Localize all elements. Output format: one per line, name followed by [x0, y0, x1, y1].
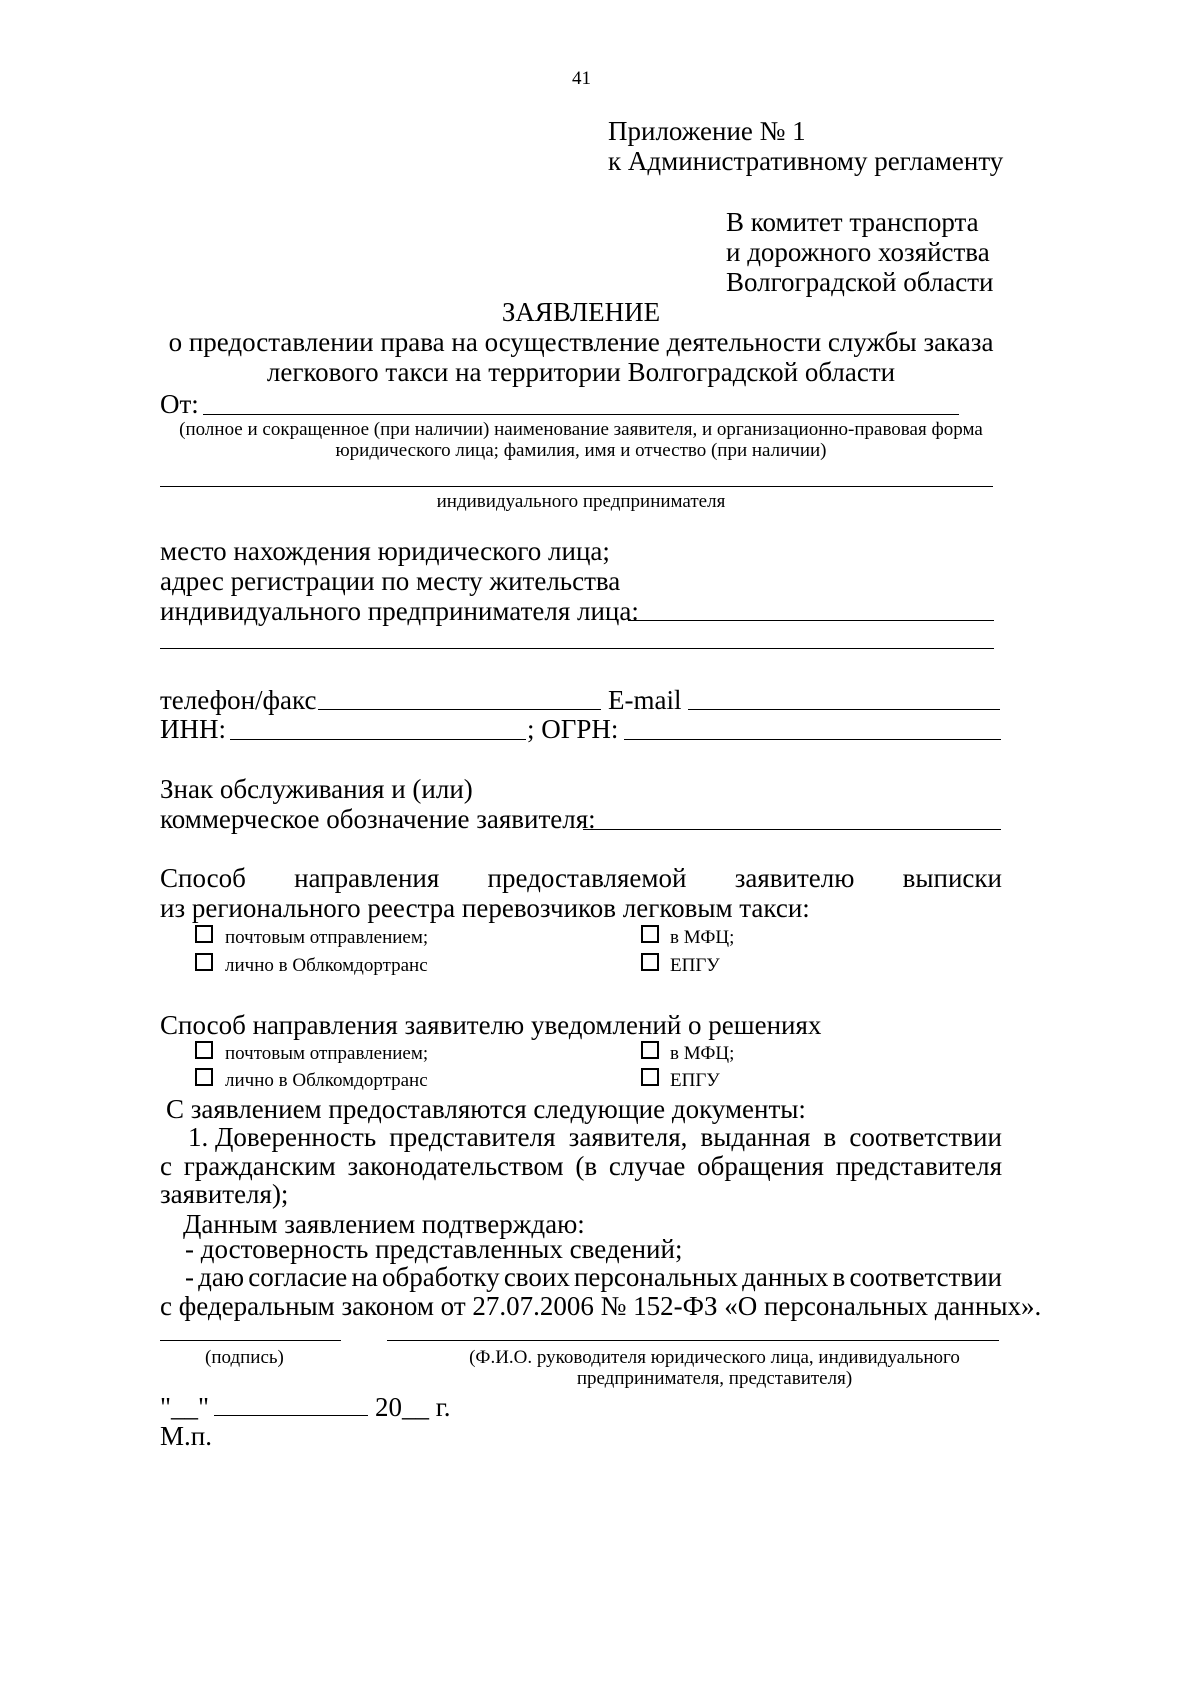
confirm-word: соответствии [849, 1262, 1002, 1292]
name-label-line2: предпринимателя, представителя) [576, 1368, 853, 1389]
extract-method-line2: из регионального реестра перевозчиков легковым такси: [160, 893, 810, 923]
address-line2: адрес регистрации по месту жительства [160, 566, 621, 596]
email-underline[interactable] [688, 709, 1000, 710]
notify-epgu-label: ЕПГУ [670, 1070, 720, 1091]
notify-method-title: Способ направления заявителю уведомлений о решениях [160, 1010, 822, 1040]
extract-epgu-label: ЕПГУ [670, 955, 720, 976]
extract-word: направления [294, 863, 440, 893]
documents-item1-line3: заявителя); [160, 1179, 289, 1209]
addressee-line2: и дорожного хозяйства [726, 237, 990, 267]
doc-word: заявителя, [568, 1122, 688, 1152]
confirm-word: персональных [573, 1262, 738, 1292]
notify-mfc-label: в МФЦ; [670, 1043, 735, 1064]
extract-personal-checkbox[interactable] [195, 953, 213, 971]
addressee-line1: В комитет транспорта [726, 207, 979, 237]
notify-mfc-checkbox[interactable] [641, 1041, 659, 1059]
name-label-line1: (Ф.И.О. руководителя юридического лица, индивидуального [469, 1347, 960, 1368]
confirm-word: - [185, 1262, 194, 1292]
doc-word: гражданским [183, 1151, 336, 1181]
inn-underline[interactable] [230, 739, 526, 740]
phone-underline[interactable] [318, 709, 601, 710]
confirm-word: своих [503, 1262, 570, 1292]
confirm-item2-line1 [185, 1262, 1002, 1292]
doc-word: обращения [697, 1151, 824, 1181]
confirm-item1: - достоверность представленных сведений; [185, 1234, 683, 1264]
from-hint-line1: (полное и сокращенное (при наличии) наименование заявителя, и организационно-правовая форма [179, 419, 983, 440]
address-line1: место нахождения юридического лица; [160, 536, 610, 566]
address-underline[interactable] [628, 620, 994, 621]
confirm-word: даю [198, 1262, 245, 1292]
page-number: 41 [572, 68, 591, 89]
document-subtitle-line2: легкового такси на территории Волгоградской области [266, 357, 896, 387]
appendix-line1: Приложение № 1 [608, 116, 806, 146]
email-label: E-mail [608, 685, 682, 715]
service-mark-underline[interactable] [583, 829, 1001, 830]
confirm-word: обработку [382, 1262, 500, 1292]
name-underline[interactable] [387, 1340, 999, 1341]
doc-word: (в [575, 1151, 598, 1181]
date-year: 20__ г. [375, 1392, 451, 1422]
ogrn-label: ; ОГРН: [527, 714, 619, 744]
doc-word: соответствии [849, 1122, 1002, 1152]
extract-word: выписки [902, 863, 1002, 893]
stamp-label: М.п. [160, 1421, 212, 1451]
document-subtitle-line1: о предоставлении права на осуществление деятельности службы заказа [168, 327, 994, 357]
extract-word: Способ [160, 863, 246, 893]
doc-word: выданная [700, 1122, 811, 1152]
extract-personal-label: лично в Облкомдортранс [225, 955, 428, 976]
documents-item1-line1 [188, 1122, 1002, 1152]
extract-method-line1 [160, 863, 1002, 893]
extract-word: предоставляемой [487, 863, 687, 893]
confirm-intro: Данным заявлением подтверждаю: [183, 1209, 585, 1239]
extract-post-label: почтовым отправлением; [225, 927, 429, 948]
confirm-word: на [351, 1262, 378, 1292]
extract-post-checkbox[interactable] [195, 925, 213, 943]
from-hint-line3: индивидуального предпринимателя [436, 491, 726, 512]
documents-intro: С заявлением предоставляются следующие документы: [166, 1094, 806, 1124]
extract-mfc-checkbox[interactable] [641, 925, 659, 943]
doc-word: представителя [835, 1151, 1002, 1181]
document-title: ЗАЯВЛЕНИЕ [501, 297, 661, 327]
addressee-line3: Волгоградской области [726, 267, 994, 297]
notify-personal-checkbox[interactable] [195, 1068, 213, 1086]
from-underline-2[interactable] [160, 486, 993, 487]
signature-underline[interactable] [160, 1340, 341, 1341]
phone-label: телефон/факс [160, 685, 317, 715]
notify-epgu-checkbox[interactable] [641, 1068, 659, 1086]
notify-post-label: почтовым отправлением; [225, 1043, 429, 1064]
confirm-word: данных [742, 1262, 829, 1292]
date-month-underline[interactable] [214, 1415, 368, 1416]
confirm-word: в [832, 1262, 846, 1292]
doc-word: в [823, 1122, 837, 1152]
appendix-line2: к Административному регламенту [608, 146, 1004, 176]
doc-word: 1. Доверенность [188, 1122, 377, 1152]
doc-word: случае [608, 1151, 686, 1181]
date-day: "__" [160, 1392, 210, 1422]
service-mark-line1: Знак обслуживания и (или) [160, 774, 473, 804]
from-label: От: [160, 389, 199, 419]
confirm-item2-line2: с федеральным законом от 27.07.2006 № 152-ФЗ «О персональных данных». [160, 1291, 1042, 1321]
documents-item1-line2 [160, 1151, 1002, 1181]
inn-label: ИНН: [160, 714, 226, 744]
signature-label: (подпись) [205, 1347, 284, 1368]
doc-word: законодательством [347, 1151, 564, 1181]
confirm-word: согласие [248, 1262, 348, 1292]
extract-epgu-checkbox[interactable] [641, 953, 659, 971]
from-underline[interactable] [203, 414, 959, 415]
doc-word: представителя [389, 1122, 556, 1152]
from-hint-line2: юридического лица; фамилия, имя и отчество (при наличии) [335, 440, 827, 461]
extract-word: заявителю [734, 863, 855, 893]
address-line3: индивидуального предпринимателя лица: [160, 596, 639, 626]
notify-post-checkbox[interactable] [195, 1041, 213, 1059]
ogrn-underline[interactable] [624, 739, 1001, 740]
extract-mfc-label: в МФЦ; [670, 927, 735, 948]
service-mark-line2: коммерческое обозначение заявителя: [160, 804, 596, 834]
address-underline-2[interactable] [160, 648, 994, 649]
doc-word: с [160, 1151, 172, 1181]
notify-personal-label: лично в Облкомдортранс [225, 1070, 428, 1091]
